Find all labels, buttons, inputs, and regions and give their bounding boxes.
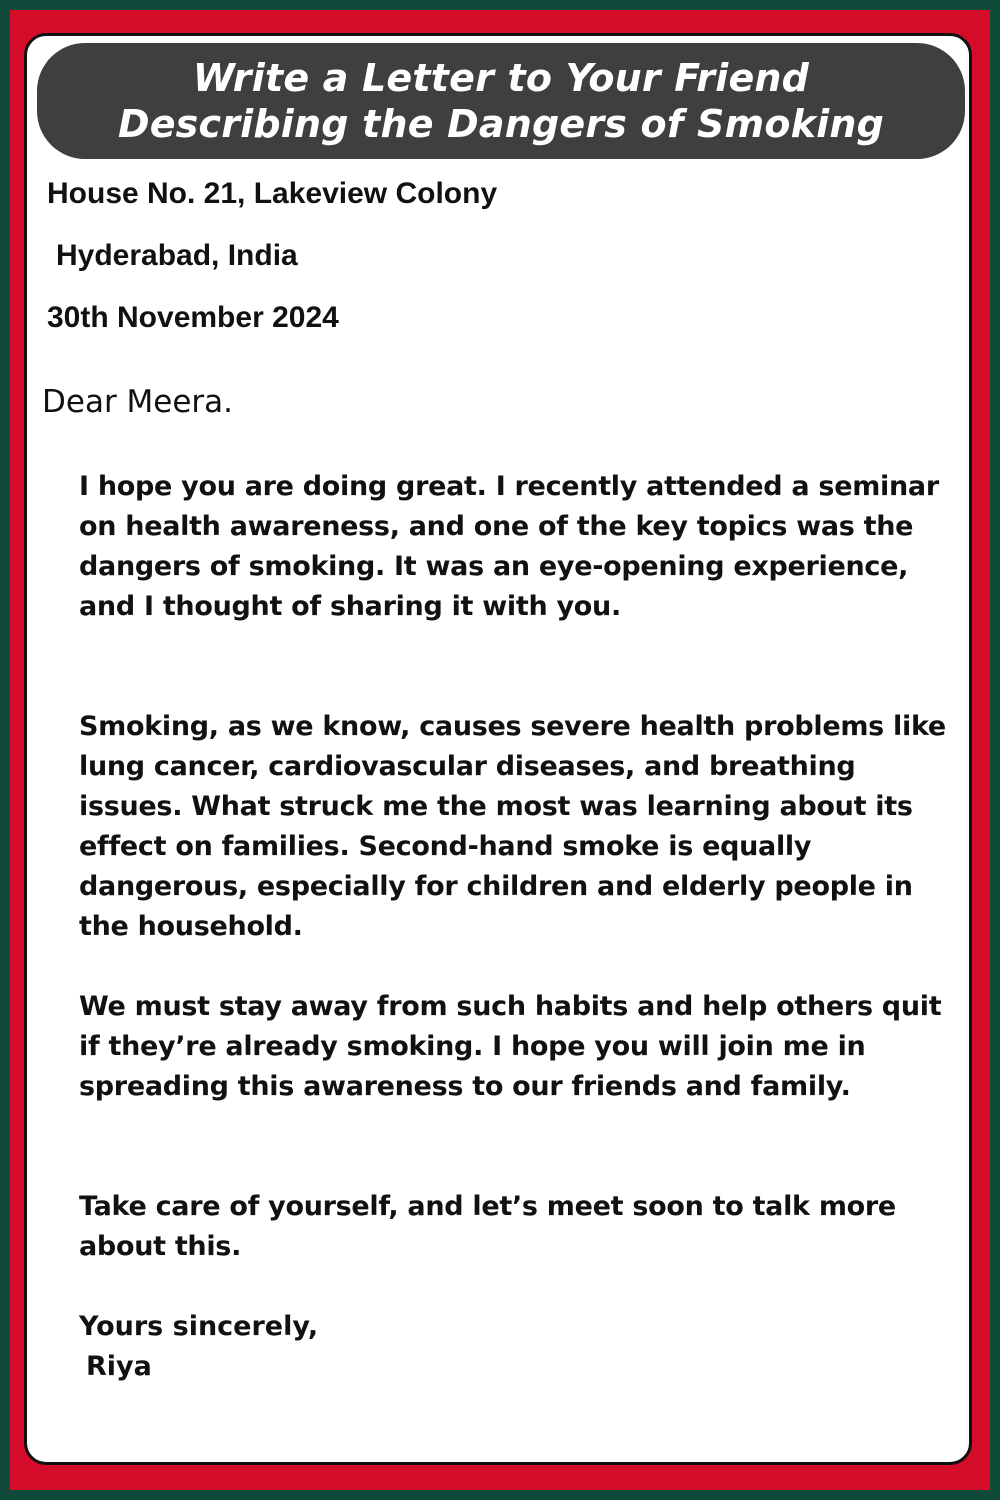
title-line-2: Describing the Dangers of Smoking <box>117 102 885 146</box>
paragraph-1: I hope you are doing great. I recently attended a seminar on health awareness, and one of the key topics was the dangers of smoking. It was an eye-opening experience, and I thought of sharing it with you. <box>79 471 939 622</box>
address-line-1: House No. 21, Lakeview Colony <box>47 177 498 210</box>
valediction: Yours sincerely, <box>79 1311 319 1342</box>
title-banner <box>37 43 965 159</box>
letter-date: 30th November 2024 <box>47 301 339 334</box>
title-line-1: Write a Letter to Your Friend <box>192 56 810 100</box>
paragraph-4: Take care of yourself, and let’s meet soon to talk more about this. <box>79 1191 896 1262</box>
paragraph-3: We must stay away from such habits and help others quit if they’re already smoking. I hope you will join me in spreading this awareness to our friends and family. <box>79 991 942 1102</box>
address-line-2: Hyderabad, India <box>56 239 298 272</box>
signature: Riya <box>86 1351 152 1382</box>
paragraph-2: Smoking, as we know, causes severe health problems like lung cancer, cardiovascular diseases, and breathing issues. What struck me the most was learning about its effect on families. Second-hand smoke is equally dangerous, especially for children and elderly people in the household. <box>79 711 946 942</box>
salutation: Dear Meera. <box>42 384 234 420</box>
